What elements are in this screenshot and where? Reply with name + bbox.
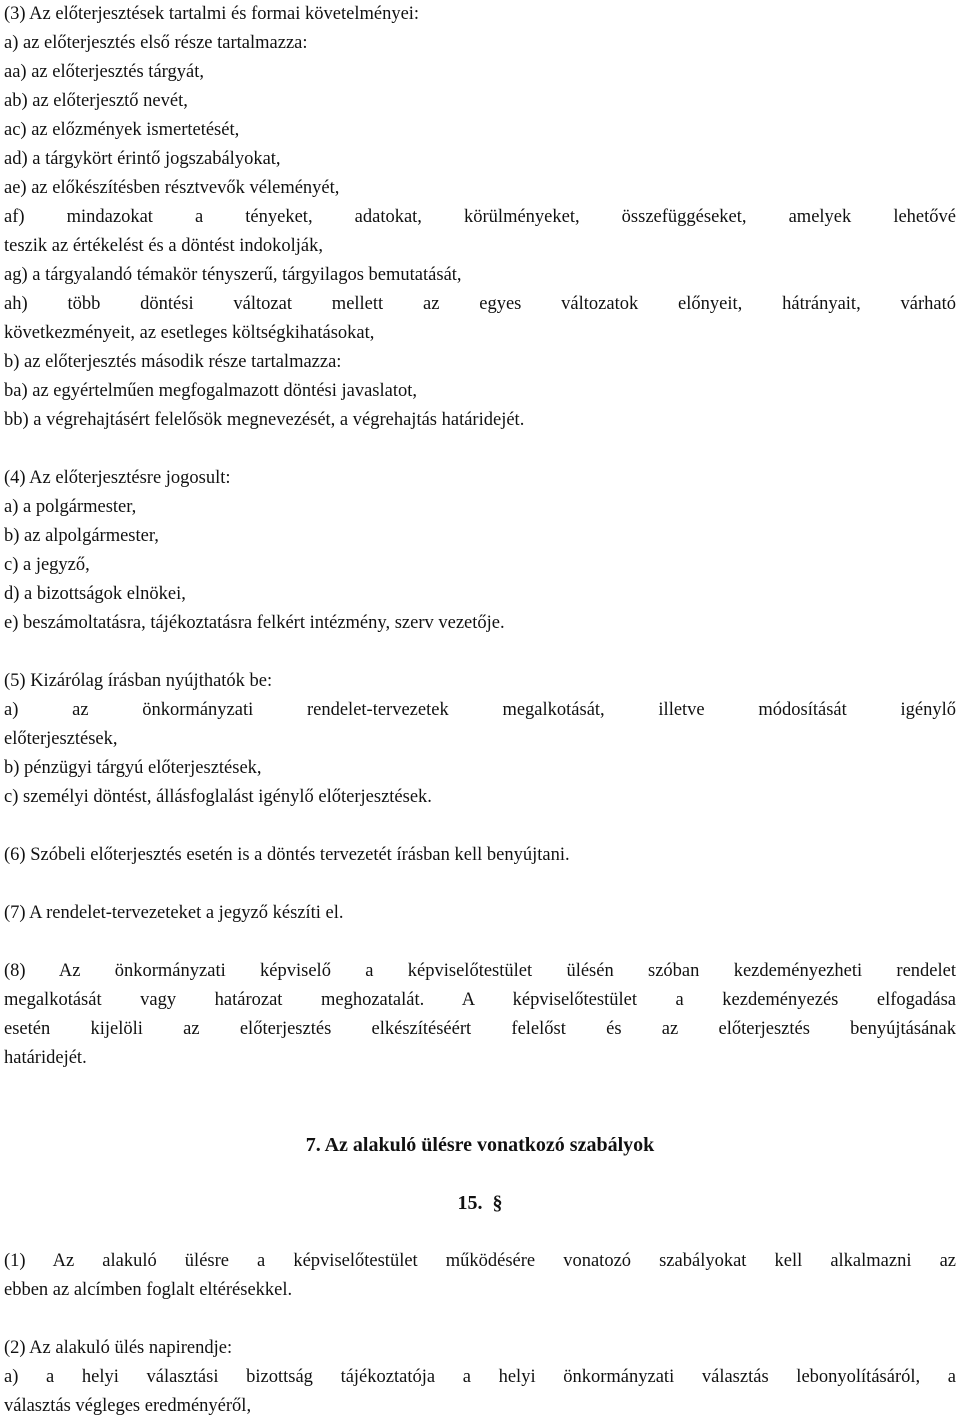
p4-item-a: a) a polgármester, (4, 497, 137, 517)
p4-item-c: c) a jegyző, (4, 555, 90, 575)
p5-item-c: c) személyi döntést, állásfoglalást igénylő előterjesztések. (4, 787, 432, 807)
spacer (4, 1160, 956, 1189)
paragraph-6 (4, 841, 956, 870)
item-ah-line-2: következményeit, az esetleges költségkihatásokat, (4, 323, 375, 343)
item-b: b) az előterjesztés második része tartalmazza: (4, 352, 342, 372)
item-aa: aa) az előterjesztés tárgyát, (4, 62, 204, 82)
item-bb: bb) a végrehajtásért felelősök megnevezését, a végrehajtás határidejét. (4, 410, 525, 430)
spacer (4, 435, 956, 464)
p8-line-4: határidejét. (4, 1048, 87, 1068)
document-page (4, 0, 956, 1421)
paragraph-4-title: (4) Az előterjesztésre jogosult: (4, 468, 231, 488)
p5-item-b: b) pénzügyi tárgyú előterjesztések, (4, 758, 262, 778)
p8-line-1: (8) Az önkormányzati képviselő a képviselőtestület ülésén szóban kezdeményezheti rendelet (4, 961, 956, 981)
item-ae: ae) az előkészítésben résztvevők véleményét, (4, 178, 340, 198)
p5-item-a-line-1: a) az önkormányzati rendelet-tervezetek megalkotását, illetve módosítását igénylő (4, 700, 956, 720)
s15-p2-title: (2) Az alakuló ülés napirendje: (4, 1338, 233, 1358)
section-15-paragraph-1 (4, 1247, 956, 1305)
paragraph-7 (4, 899, 956, 928)
item-ag: ag) a tárgyalandó témakör tényszerű, tárgyilagos bemutatását, (4, 265, 462, 285)
item-ad: ad) a tárgykört érintő jogszabályokat, (4, 149, 281, 169)
p4-item-b: b) az alpolgármester, (4, 526, 159, 546)
s15-p1-line-1: (1) Az alakuló ülésre a képviselőtestület működésére vonatozó szabályokat kell alkalmazni az (4, 1251, 956, 1271)
s15-p2-item-a-line-2: választás végleges eredményéről, (4, 1396, 252, 1416)
s15-p2-item-a-line-1: a) a helyi választási bizottság tájékoztatója a helyi önkormányzati választás lebonyolításáról, a (4, 1367, 956, 1387)
s15-p1-line-2: ebben az alcímben foglalt eltérésekkel. (4, 1280, 293, 1300)
spacer (4, 1102, 956, 1131)
item-ah-line-1: ah) több döntési változat mellett az egyes változatok előnyeit, hátrányait, várható (4, 294, 956, 314)
p5-item-a-line-2: előterjesztések, (4, 729, 118, 749)
paragraph-5 (4, 667, 956, 812)
paragraph-7-text: (7) A rendelet-tervezeteket a jegyző készíti el. (4, 903, 344, 923)
paragraph-4 (4, 464, 956, 638)
paragraph-8 (4, 957, 956, 1073)
item-ba: ba) az egyértelműen megfogalmazott döntési javaslatot, (4, 381, 418, 401)
p4-item-d: d) a bizottságok elnökei, (4, 584, 186, 604)
item-ac: ac) az előzmények ismertetését, (4, 120, 240, 140)
item-af-line-1: af) mindazokat a tényeket, adatokat, körülményeket, összefüggéseket, amelyek lehetővé (4, 207, 956, 227)
paragraph-5-title: (5) Kizárólag írásban nyújthatók be: (4, 671, 273, 691)
p4-item-e: e) beszámoltatásra, tájékoztatásra felkért intézmény, szerv vezetője. (4, 613, 505, 633)
spacer (4, 1218, 956, 1247)
spacer (4, 812, 956, 841)
spacer (4, 870, 956, 899)
spacer (4, 1305, 956, 1334)
p8-line-2: megalkotását vagy határozat meghozatalát. A képviselőtestület a kezdeményezés elfogadása (4, 990, 956, 1010)
item-ab: ab) az előterjesztő nevét, (4, 91, 188, 111)
item-a: a) az előterjesztés első része tartalmazza: (4, 33, 308, 53)
chapter-heading: 7. Az alakuló ülésre vonatkozó szabályok (305, 1134, 655, 1156)
item-af-line-2: teszik az értékelést és a döntést indokolják, (4, 236, 324, 256)
spacer (4, 928, 956, 957)
paragraph-3-title: (3) Az előterjesztések tartalmi és formai követelményei: (4, 4, 420, 24)
section-15-paragraph-2 (4, 1334, 956, 1421)
paragraph-3 (4, 0, 956, 435)
spacer (4, 638, 956, 667)
section-number: 15. § (457, 1192, 503, 1214)
spacer (4, 1073, 956, 1102)
paragraph-6-text: (6) Szóbeli előterjesztés esetén is a döntés tervezetét írásban kell benyújtani. (4, 845, 570, 865)
p8-line-3: esetén kijelöli az előterjesztés elkészítéséért felelőst és az előterjesztés benyújtásának (4, 1019, 956, 1039)
